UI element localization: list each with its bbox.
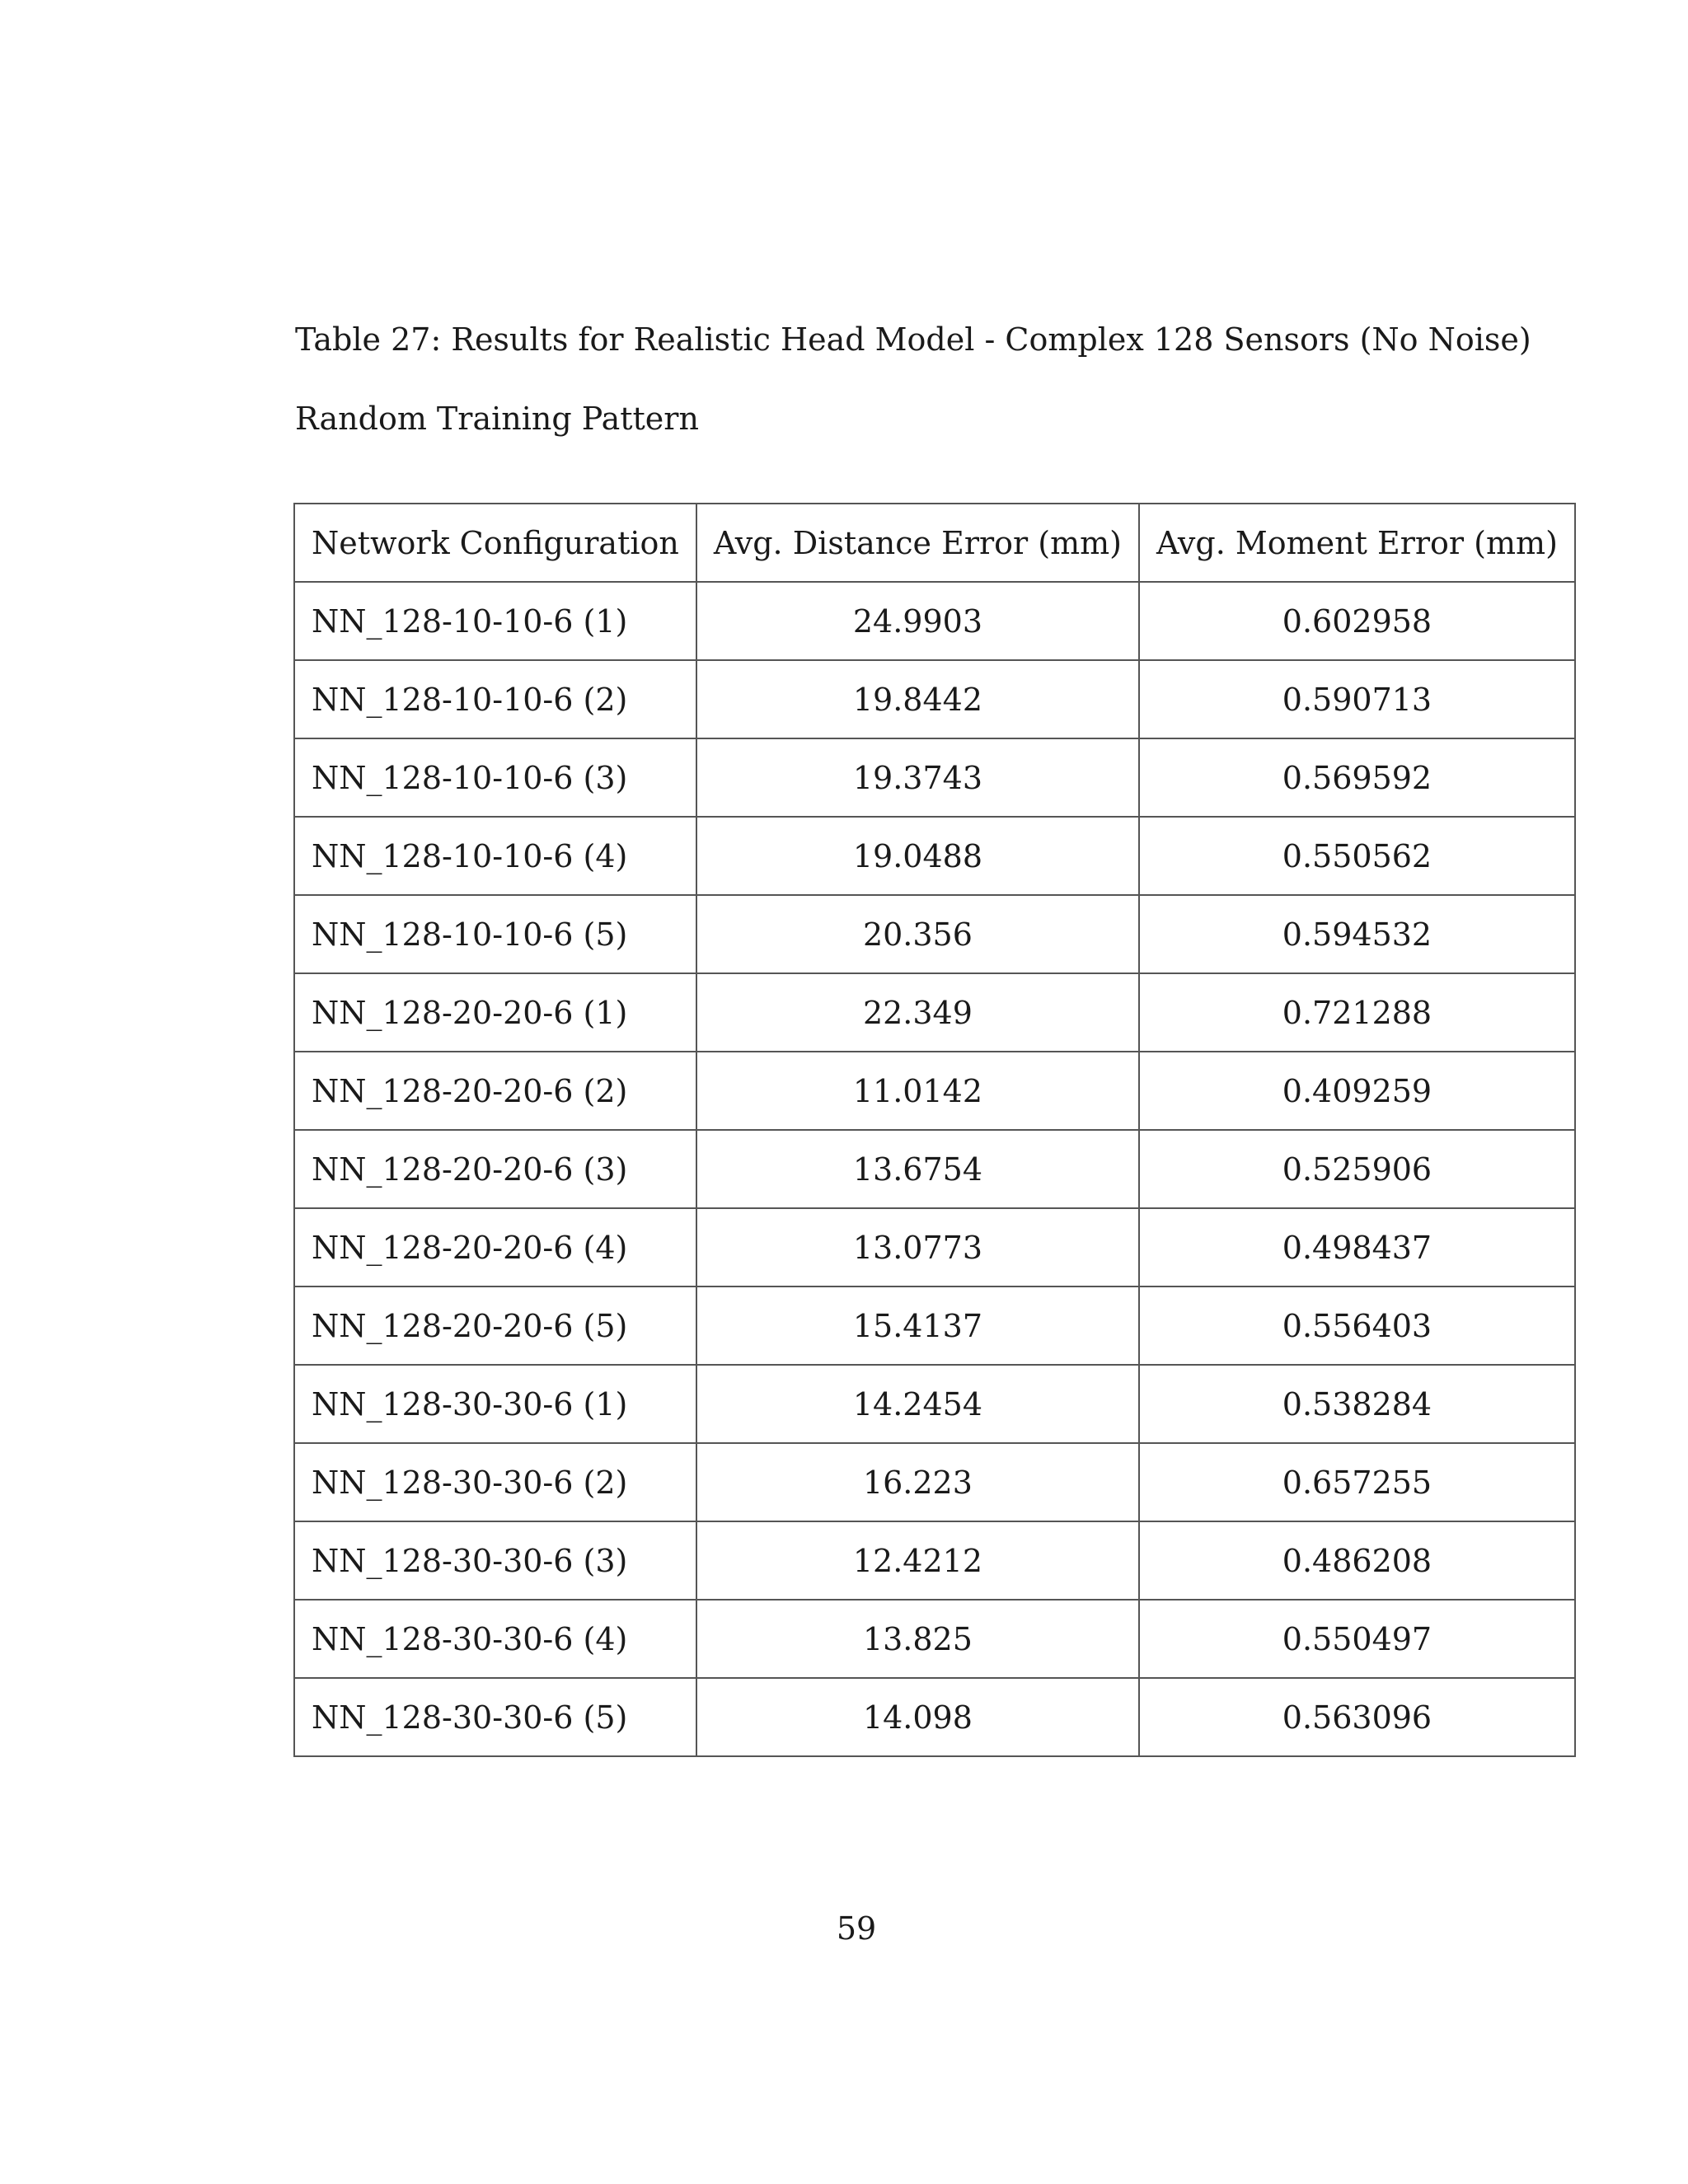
cell-moment-error: 0.550497 <box>1139 1600 1575 1678</box>
cell-moment-error: 0.409259 <box>1139 1052 1575 1130</box>
table-row <box>294 1130 1575 1208</box>
cell-distance-error: 11.0142 <box>696 1052 1139 1130</box>
header-network-configuration: Network Configuration <box>294 504 696 582</box>
page-number: 59 <box>836 1910 877 1947</box>
cell-distance-error: 16.223 <box>696 1443 1139 1521</box>
table-row <box>294 738 1575 817</box>
table-row <box>294 1521 1575 1600</box>
table-row <box>294 1443 1575 1521</box>
header-avg-distance-error: Avg. Distance Error (mm) <box>696 504 1139 582</box>
table-row <box>294 895 1575 973</box>
cell-distance-error: 13.6754 <box>696 1130 1139 1208</box>
cell-network-configuration: NN_128-10-10-6 (5) <box>294 895 696 973</box>
cell-distance-error: 19.0488 <box>696 817 1139 895</box>
cell-network-configuration: NN_128-30-30-6 (4) <box>294 1600 696 1678</box>
cell-distance-error: 13.825 <box>696 1600 1139 1678</box>
table-caption <box>295 315 1531 443</box>
cell-distance-error: 15.4137 <box>696 1286 1139 1365</box>
cell-network-configuration: NN_128-20-20-6 (1) <box>294 973 696 1052</box>
header-avg-moment-error: Avg. Moment Error (mm) <box>1139 504 1575 582</box>
cell-moment-error: 0.525906 <box>1139 1130 1575 1208</box>
cell-network-configuration: NN_128-20-20-6 (2) <box>294 1052 696 1130</box>
cell-distance-error: 19.8442 <box>696 660 1139 738</box>
table-row <box>294 973 1575 1052</box>
table-row <box>294 1052 1575 1130</box>
cell-distance-error: 20.356 <box>696 895 1139 973</box>
cell-network-configuration: NN_128-10-10-6 (2) <box>294 660 696 738</box>
cell-network-configuration: NN_128-20-20-6 (4) <box>294 1208 696 1286</box>
cell-distance-error: 14.2454 <box>696 1365 1139 1443</box>
cell-moment-error: 0.550562 <box>1139 817 1575 895</box>
caption-title: Table 27: Results for Realistic Head Model - Complex 128 Sensors (No Noise) <box>295 321 1531 358</box>
table-row <box>294 660 1575 738</box>
cell-moment-error: 0.569592 <box>1139 738 1575 817</box>
cell-moment-error: 0.594532 <box>1139 895 1575 973</box>
table-row <box>294 817 1575 895</box>
cell-distance-error: 22.349 <box>696 973 1139 1052</box>
cell-network-configuration: NN_128-10-10-6 (4) <box>294 817 696 895</box>
cell-network-configuration: NN_128-30-30-6 (3) <box>294 1521 696 1600</box>
cell-network-configuration: NN_128-30-30-6 (1) <box>294 1365 696 1443</box>
cell-distance-error: 24.9903 <box>696 582 1139 660</box>
cell-network-configuration: NN_128-20-20-6 (5) <box>294 1286 696 1365</box>
cell-moment-error: 0.602958 <box>1139 582 1575 660</box>
table-row <box>294 1286 1575 1365</box>
cell-moment-error: 0.590713 <box>1139 660 1575 738</box>
cell-network-configuration: NN_128-10-10-6 (1) <box>294 582 696 660</box>
cell-network-configuration: NN_128-10-10-6 (3) <box>294 738 696 817</box>
cell-distance-error: 13.0773 <box>696 1208 1139 1286</box>
cell-moment-error: 0.657255 <box>1139 1443 1575 1521</box>
cell-distance-error: 12.4212 <box>696 1521 1139 1600</box>
cell-moment-error: 0.721288 <box>1139 973 1575 1052</box>
cell-distance-error: 14.098 <box>696 1678 1139 1756</box>
cell-moment-error: 0.538284 <box>1139 1365 1575 1443</box>
cell-moment-error: 0.556403 <box>1139 1286 1575 1365</box>
table-row <box>294 1208 1575 1286</box>
cell-moment-error: 0.486208 <box>1139 1521 1575 1600</box>
table-row <box>294 1678 1575 1756</box>
cell-network-configuration: NN_128-30-30-6 (2) <box>294 1443 696 1521</box>
cell-network-configuration: NN_128-20-20-6 (3) <box>294 1130 696 1208</box>
table-row <box>294 1600 1575 1678</box>
cell-moment-error: 0.563096 <box>1139 1678 1575 1756</box>
table-row <box>294 1365 1575 1443</box>
cell-moment-error: 0.498437 <box>1139 1208 1575 1286</box>
cell-distance-error: 19.3743 <box>696 738 1139 817</box>
results-table <box>293 503 1576 1757</box>
caption-subtitle: Random Training Pattern <box>295 401 699 437</box>
cell-network-configuration: NN_128-30-30-6 (5) <box>294 1678 696 1756</box>
table-header-row <box>294 504 1575 582</box>
table-row <box>294 582 1575 660</box>
